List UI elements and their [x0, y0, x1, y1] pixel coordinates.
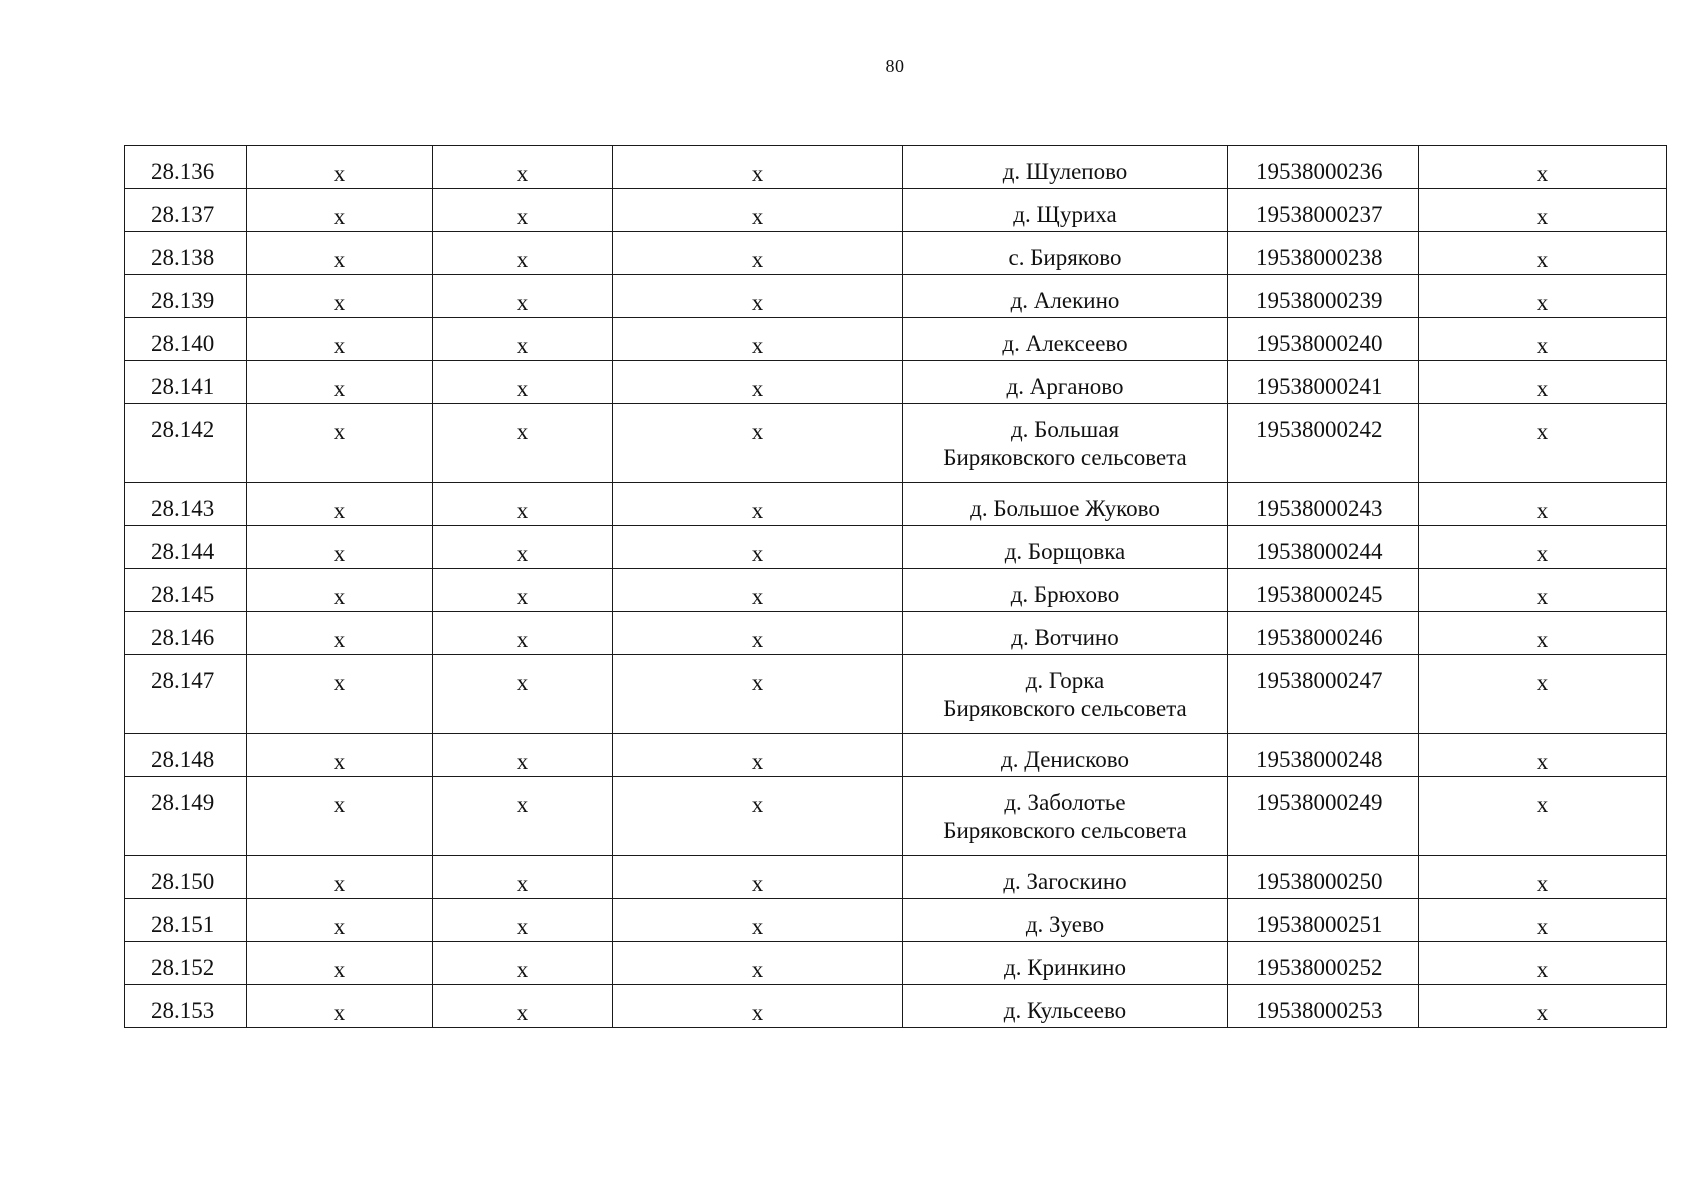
cell-x: x	[613, 856, 903, 899]
row-code: 28.145	[125, 569, 247, 612]
row-code: 28.153	[125, 985, 247, 1028]
okato-code: 19538000237	[1228, 189, 1419, 232]
cell-x: x	[1419, 483, 1667, 526]
settlement-name-line-2: Биряковского сельсовета	[943, 818, 1187, 843]
cell-x: x	[613, 404, 903, 483]
okato-code: 19538000252	[1228, 942, 1419, 985]
settlement-name	[903, 146, 1228, 189]
cell-x: x	[1419, 985, 1667, 1028]
cell-x: x	[247, 361, 433, 404]
cell-x: x	[433, 734, 613, 777]
settlement-name-line: д. Денисково	[1001, 747, 1129, 772]
cell-x: x	[613, 361, 903, 404]
cell-x: x	[433, 612, 613, 655]
cell-x: x	[247, 404, 433, 483]
settlement-name-line: д. Кульсеево	[1003, 998, 1127, 1023]
table-row	[125, 856, 1667, 899]
table-row	[125, 146, 1667, 189]
settlement-name-line-2: Биряковского сельсовета	[943, 696, 1187, 721]
cell-x: x	[247, 777, 433, 856]
settlement-name	[903, 569, 1228, 612]
cell-x: x	[247, 526, 433, 569]
cell-x: x	[1419, 146, 1667, 189]
cell-x: x	[1419, 361, 1667, 404]
settlement-name-line: д. Большая	[1010, 417, 1120, 442]
table-row	[125, 899, 1667, 942]
cell-x: x	[613, 612, 903, 655]
cell-x: x	[433, 189, 613, 232]
cell-x: x	[1419, 318, 1667, 361]
table-row	[125, 318, 1667, 361]
cell-x: x	[613, 146, 903, 189]
row-code: 28.139	[125, 275, 247, 318]
table-row	[125, 569, 1667, 612]
okato-code: 19538000245	[1228, 569, 1419, 612]
cell-x: x	[1419, 655, 1667, 734]
cell-x: x	[613, 526, 903, 569]
settlement-name	[903, 655, 1228, 734]
cell-x: x	[247, 899, 433, 942]
settlement-name-line: д. Вотчино	[1011, 625, 1119, 650]
okato-code: 19538000240	[1228, 318, 1419, 361]
settlement-name-line: д. Алексеево	[1002, 331, 1128, 356]
cell-x: x	[613, 655, 903, 734]
cell-x: x	[247, 612, 433, 655]
cell-x: x	[433, 275, 613, 318]
okato-code: 19538000253	[1228, 985, 1419, 1028]
row-code: 28.138	[125, 232, 247, 275]
table-row	[125, 483, 1667, 526]
table-body	[125, 146, 1667, 1028]
cell-x: x	[433, 361, 613, 404]
settlement-name	[903, 275, 1228, 318]
cell-x: x	[1419, 275, 1667, 318]
settlements-table	[124, 145, 1667, 1028]
okato-code: 19538000244	[1228, 526, 1419, 569]
cell-x: x	[433, 318, 613, 361]
settlement-name	[903, 899, 1228, 942]
okato-code: 19538000251	[1228, 899, 1419, 942]
cell-x: x	[613, 275, 903, 318]
settlement-name	[903, 232, 1228, 275]
okato-code: 19538000246	[1228, 612, 1419, 655]
cell-x: x	[433, 985, 613, 1028]
cell-x: x	[433, 899, 613, 942]
row-code: 28.150	[125, 856, 247, 899]
cell-x: x	[1419, 569, 1667, 612]
cell-x: x	[613, 942, 903, 985]
cell-x: x	[433, 856, 613, 899]
row-code: 28.137	[125, 189, 247, 232]
settlement-name-line: д. Арганово	[1006, 374, 1124, 399]
cell-x: x	[247, 275, 433, 318]
table-row	[125, 777, 1667, 856]
cell-x: x	[1419, 942, 1667, 985]
cell-x: x	[433, 569, 613, 612]
cell-x: x	[247, 318, 433, 361]
cell-x: x	[1419, 734, 1667, 777]
cell-x: x	[613, 318, 903, 361]
cell-x: x	[247, 483, 433, 526]
settlement-name	[903, 856, 1228, 899]
cell-x: x	[247, 985, 433, 1028]
cell-x: x	[433, 483, 613, 526]
settlement-name	[903, 777, 1228, 856]
cell-x: x	[1419, 404, 1667, 483]
table-row	[125, 361, 1667, 404]
settlement-name	[903, 942, 1228, 985]
okato-code: 19538000249	[1228, 777, 1419, 856]
settlement-name-line: д. Алекино	[1010, 288, 1120, 313]
settlement-name	[903, 361, 1228, 404]
cell-x: x	[433, 146, 613, 189]
settlement-name-line: д. Щуриха	[1013, 202, 1117, 227]
page-number: 80	[885, 56, 905, 76]
okato-code: 19538000241	[1228, 361, 1419, 404]
cell-x: x	[613, 899, 903, 942]
cell-x: x	[1419, 526, 1667, 569]
settlement-name-line: д. Горка	[1025, 668, 1105, 693]
okato-code: 19538000248	[1228, 734, 1419, 777]
table-row	[125, 275, 1667, 318]
cell-x: x	[1419, 232, 1667, 275]
table-row	[125, 734, 1667, 777]
cell-x: x	[613, 569, 903, 612]
settlement-name-line: д. Зуево	[1025, 912, 1105, 937]
row-code: 28.140	[125, 318, 247, 361]
cell-x: x	[247, 569, 433, 612]
cell-x: x	[247, 189, 433, 232]
settlement-name	[903, 189, 1228, 232]
settlement-name	[903, 318, 1228, 361]
settlement-name	[903, 404, 1228, 483]
cell-x: x	[433, 942, 613, 985]
okato-code: 19538000236	[1228, 146, 1419, 189]
cell-x: x	[433, 404, 613, 483]
settlement-name	[903, 526, 1228, 569]
table-row	[125, 526, 1667, 569]
cell-x: x	[433, 526, 613, 569]
okato-code: 19538000239	[1228, 275, 1419, 318]
cell-x: x	[1419, 777, 1667, 856]
cell-x: x	[1419, 612, 1667, 655]
cell-x: x	[433, 232, 613, 275]
settlement-name-line: д. Большое Жуково	[970, 496, 1160, 521]
row-code: 28.149	[125, 777, 247, 856]
table-row	[125, 189, 1667, 232]
cell-x: x	[613, 232, 903, 275]
table-row	[125, 942, 1667, 985]
row-code: 28.136	[125, 146, 247, 189]
settlement-name	[903, 612, 1228, 655]
cell-x: x	[247, 232, 433, 275]
cell-x: x	[1419, 189, 1667, 232]
table-row	[125, 404, 1667, 483]
row-code: 28.146	[125, 612, 247, 655]
cell-x: x	[247, 856, 433, 899]
settlement-name-line: д. Шулепово	[1002, 159, 1128, 184]
row-code: 28.148	[125, 734, 247, 777]
row-code: 28.141	[125, 361, 247, 404]
table-row	[125, 655, 1667, 734]
row-code: 28.144	[125, 526, 247, 569]
settlement-name	[903, 734, 1228, 777]
table-row	[125, 612, 1667, 655]
cell-x: x	[247, 655, 433, 734]
cell-x: x	[613, 483, 903, 526]
cell-x: x	[247, 146, 433, 189]
settlement-name-line: д. Загоскино	[1003, 869, 1127, 894]
cell-x: x	[613, 189, 903, 232]
row-code: 28.142	[125, 404, 247, 483]
okato-code: 19538000242	[1228, 404, 1419, 483]
settlement-name	[903, 483, 1228, 526]
cell-x: x	[613, 734, 903, 777]
settlement-name	[903, 985, 1228, 1028]
cell-x: x	[433, 777, 613, 856]
cell-x: x	[1419, 899, 1667, 942]
cell-x: x	[613, 777, 903, 856]
row-code: 28.151	[125, 899, 247, 942]
table-row	[125, 232, 1667, 275]
okato-code: 19538000250	[1228, 856, 1419, 899]
settlement-name-line: д. Заболотье	[1004, 790, 1126, 815]
settlement-name-line-2: Биряковского сельсовета	[943, 445, 1187, 470]
okato-code: 19538000243	[1228, 483, 1419, 526]
settlement-name-line: д. Брюхово	[1010, 582, 1120, 607]
settlement-name-line: д. Борщовка	[1004, 539, 1126, 564]
cell-x: x	[1419, 856, 1667, 899]
table-row	[125, 985, 1667, 1028]
cell-x: x	[433, 655, 613, 734]
cell-x: x	[613, 985, 903, 1028]
row-code: 28.143	[125, 483, 247, 526]
settlement-name-line: д. Кринкино	[1004, 955, 1126, 980]
okato-code: 19538000238	[1228, 232, 1419, 275]
cell-x: x	[247, 942, 433, 985]
settlement-name-line: с. Биряково	[1008, 245, 1122, 270]
row-code: 28.152	[125, 942, 247, 985]
okato-code: 19538000247	[1228, 655, 1419, 734]
cell-x: x	[247, 734, 433, 777]
row-code: 28.147	[125, 655, 247, 734]
